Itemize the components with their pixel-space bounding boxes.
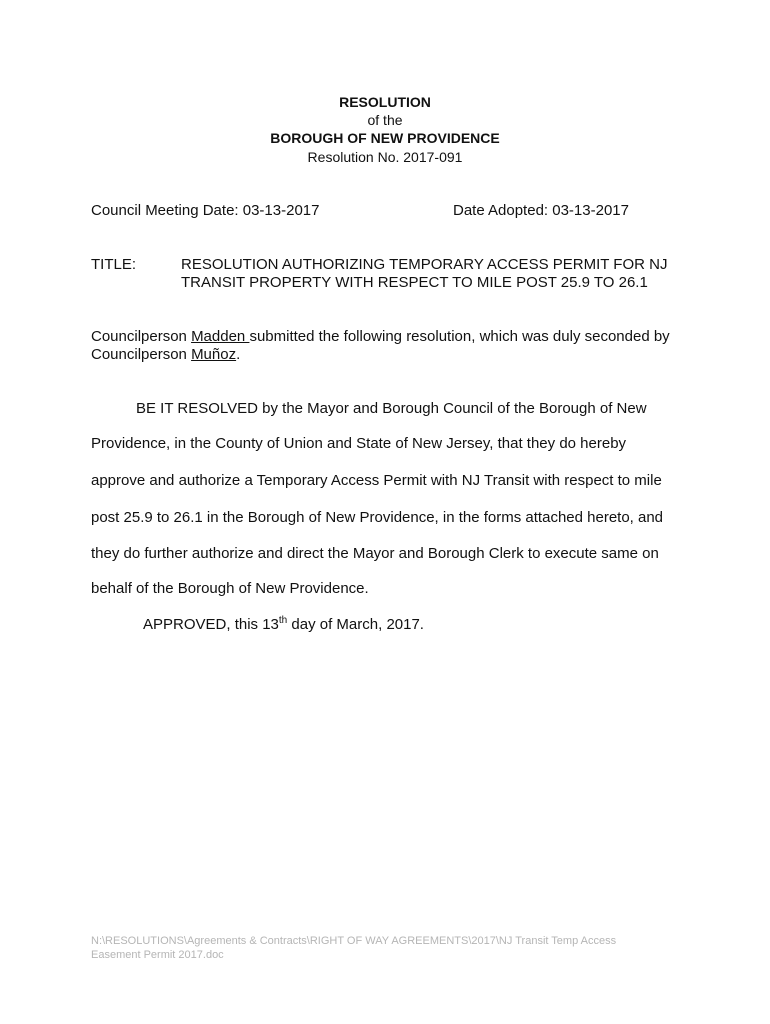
resolution-heading: RESOLUTION (339, 94, 431, 110)
of-the-text: of the (367, 112, 403, 128)
footer-path-line-1: N:\RESOLUTIONS\Agreements & Contracts\RIGHT OF WAY AGREEMENTS\2017\NJ Transit Temp Access (91, 935, 617, 947)
seconder-name: Muñoz (191, 346, 237, 363)
body-line: post 25.9 to 26.1 in the Borough of New Providence, in the forms attached hereto, and (91, 509, 664, 526)
motion-prefix-2: Councilperson (91, 346, 192, 363)
body-line: approve and authorize a Temporary Access Permit with NJ Transit with respect to mile (91, 472, 662, 489)
title-line-1: RESOLUTION AUTHORIZING TEMPORARY ACCESS PERMIT FOR NJ (181, 256, 668, 273)
motion-middle: submitted the following resolution, which was duly seconded by (249, 328, 670, 345)
motion-prefix: Councilperson (91, 328, 192, 345)
motion-line-1 (91, 328, 670, 345)
motion-end: . (236, 346, 241, 363)
approved-ordinal: th (278, 615, 288, 626)
date-adopted: Date Adopted: 03-13-2017 (453, 202, 629, 219)
approved-prefix: APPROVED, this 13 (143, 616, 279, 633)
council-meeting-date: Council Meeting Date: 03-13-2017 (91, 202, 320, 219)
resolution-number: Resolution No. 2017-091 (307, 149, 463, 165)
body-line: Providence, in the County of Union and State of New Jersey, that they do hereby (91, 435, 627, 452)
body-line: BE IT RESOLVED by the Mayor and Borough Council of the Borough of New (136, 400, 647, 417)
footer-path-line-2: Easement Permit 2017.doc (91, 949, 224, 961)
title-label: TITLE: (91, 256, 137, 273)
body-line: behalf of the Borough of New Providence. (91, 580, 369, 597)
approved-line (143, 616, 424, 633)
title-line-2: TRANSIT PROPERTY WITH RESPECT TO MILE POST 25.9 TO 26.1 (181, 274, 648, 291)
approved-rest: day of March, 2017. (287, 616, 424, 633)
borough-name: BOROUGH OF NEW PROVIDENCE (270, 130, 500, 146)
motion-line-2 (91, 346, 240, 363)
body-line: they do further authorize and direct the Mayor and Borough Clerk to execute same on (91, 545, 659, 562)
mover-name: Madden (191, 328, 250, 345)
